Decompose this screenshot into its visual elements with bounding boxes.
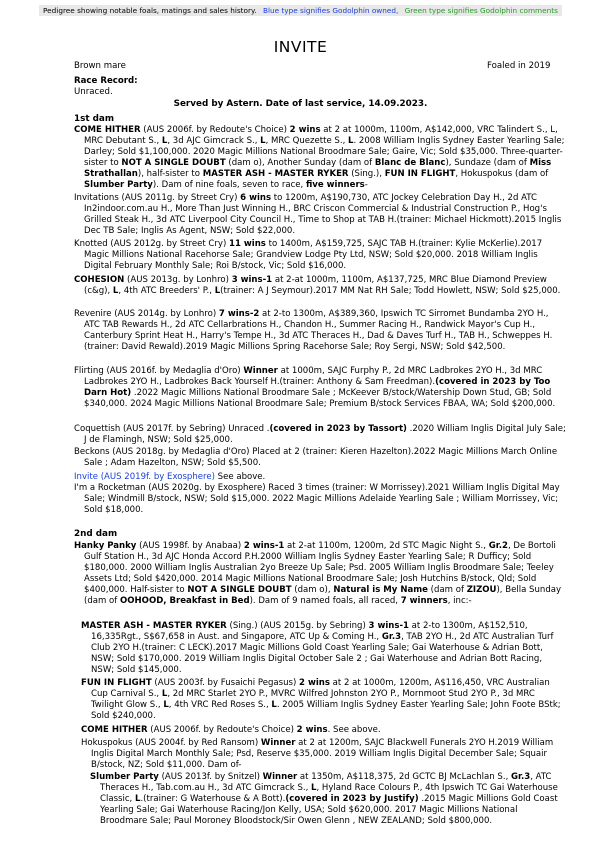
entry-coquettish [74,424,566,446]
entry-text: to 1400m, A$159,725, SAJC TAB H.(trainer: Kylie McKerlie).2017 Magic Millions National Racehorse Sale; Grandview Lodge Pty Ltd, NSW; Sold $20,000. 2018 William Inglis Digital February Monthly Sale; Roi B/stock, Vic; Sold $16,000. [84,239,543,272]
entry-text: at 2-at 1000m, 1100m, A$137,725, MRC Blue Diamond Preview (c&g), [84,275,547,297]
entry-text: (covered in 2023 by Tassort) [269,424,407,434]
entry-hanky-panky [74,541,566,608]
entry-text: (AUS 2013f. by Snitzel) [158,772,263,782]
entry-text: 3 wins-1 [368,621,409,631]
entry-text: NOT A SINGLE DOUBT [121,158,226,169]
entry-fun-in-flight [81,678,566,722]
entry-text: Gr.3 [381,632,402,643]
entry-text: 3 wins-1 [231,275,273,285]
entry-im-a-rocketman [74,483,566,516]
entry-invite [74,472,566,483]
entry-hokuspokus [81,738,566,771]
legend-banner [0,6,601,16]
entry-text: Hanky Panky [74,541,137,551]
entry-text: , 4th VRC Red Roses S., [168,700,272,711]
entry-text: to 1200m, A$190,730, ATC Jockey Celebration Day H., 2d ATC In2indoor.com.au H., More Than Just Winning H., BRC Criscon Commercial & Industrial Construction P., Hog's Grilled Steak H., 3d ATC Liverpool City Council H., Time to Shop at TAB H.(trainer: Michael Hickmott).2015 Inglis Dec TB Sale; Inglis As Agent, NSW; Sold $22,000. [84,193,562,237]
entry-text: ), Bella Sunday (dam of [84,585,562,607]
entry-text: 7 wins-2 [218,309,260,319]
entry-text: See above. [214,472,266,482]
entry-knotted [74,239,566,272]
entry-text: Revenire (AUS 2014g. by Lonhro) [74,309,219,319]
horse-name: INVITE [273,38,328,56]
entry-text: (dam of [427,585,467,596]
race-record-value: Unraced. [74,87,113,97]
legend-blue: Blue type signifies Godolphin owned, [262,6,399,15]
entry-text: ). Dam of nine foals, seven to race, [152,180,306,191]
entry-text: . See above. [327,725,381,735]
entry-text: 2 wins [299,678,330,688]
entry-text: , 3d AJC Gimcrack S., [167,136,261,147]
entry-text: OOHOOD, Breakfast in Bed [120,596,250,607]
entry-text: L [311,783,317,794]
entry-text: (Sing.), [348,169,385,180]
entry-text: , Hokuspokus (dam of [455,169,549,180]
entry-flirting [74,366,566,410]
entry-text: (AUS 2006f. by Redoute's Choice) [147,725,297,735]
entry-text: Gr.3 [511,772,531,782]
entry-text: 7 winners [400,596,448,607]
entry-master-ash [81,621,566,676]
service-info: Served by Astern. Date of last service, 14.09.2023. [173,99,428,109]
entry-text: Winner [262,772,298,782]
entry-text: 2 wins [289,125,321,135]
entry-text: at 2 at 1200m, SAJC Blackwell Funerals 2YO H.2019 William Inglis Digital March Monthly Sale; Psd, Reserve $35,000. 2019 William Inglis Digital December Sale; Squair B/stock, NZ; Sold $11,000. Dam of- [91,738,554,771]
entry-text: at 2 at 1000m, 1200m, A$116,450, VRC Australian Cup Carnival S., [91,678,550,700]
entry-text: at 2-to 1300m, A$389,360, Ipswich TC Sirromet Bundamba 2YO H., ATC TAB Rewards H., 2d ATC Cellarbrations H., Chandon H., Summer Racing H., Randwick Mayor's Cup H., Canterbury Sprint Heat H., Harry's Tempe H., 3d ATC Theraces H., Dad & Daves Turf H., TAB H., Schweppes H.(trainer: David Rewald).2019 Magic Millions Spring Racehorse Sale; Roy Sergi, NSW; Sold $42,500. [84,309,553,353]
entry-text: .(trainer: G Waterhouse & A Bott). [140,794,286,805]
entry-text: Coquettish (AUS 2017f. by Sebring) Unraced . [74,424,270,434]
entry-text: Knotted (AUS 2012g. by Street Cry) [74,239,230,249]
entry-text: , ATC Theraces H., Tab.com.au H., 3d ATC Gimcrack S., [100,772,552,794]
entry-text: at 1350m, A$118,375, 2d GCTC BJ McLachlan S., [297,772,511,782]
entry-text: (AUS 2003f. by Fusaichi Pegasus) [151,678,300,688]
entry-text: L [260,136,266,147]
entry-text: Flirting (AUS 2016f. by Medaglia d'Oro) [74,366,244,376]
entry-text: , De Bortoli Gulf Station H., 3d AJC Honda Accord P.H.2000 William Inglis Sydney Easter Yearling Sale; R Dufficy; Sold $180,000. 2000 William Inglis Australian 2yo Breeze Up Sale; Psd. 2005 William Inglis Broodmare Sale; Teeley Assets Ltd; Sold $420,000. 2014 Magic Millions National Broodmare Sale; Josh Hutchins B/stock, Qld; Sold $400,000. Half-sister to [84,541,556,596]
entry-come-hither-repeat [81,725,566,736]
race-record-label: Race Record: [74,76,138,86]
entry-beckons [74,447,566,469]
entry-text: L [271,700,277,711]
entry-text: ). Dam of 9 named foals, all raced, [249,596,401,607]
entry-text: (trainer: A J Seymour).2017 MM Nat RH Sale; Todd Howlett, NSW; Sold $25,000. [220,286,561,297]
entry-text: (AUS 2006f. by Redoute's Choice) [140,125,290,135]
entry-text: COME HITHER [74,125,141,135]
entry-text: (dam o), Another Sunday (dam of [225,158,375,169]
horse-description: Brown mare [74,61,126,71]
entry-text: Miss Strathallan [84,158,552,180]
entry-text: ZIZOU [466,585,497,596]
entry-text: , Hyland Race Colours P., 4th Ipswich TC Gai Waterhouse Classic, [100,783,558,805]
entry-text: COHESION [74,275,125,285]
entry-text: , 4th ATC Breeders' P., [118,286,215,297]
entry-text: , 2d MRC Starlet 2YO P., MVRC Wilfred Johnston 2YO P., Mornmoot Stud 2YO P., 3d MRC Twilight Glow S., [91,689,535,711]
entry-text: (dam o), [291,585,334,596]
entry-invitations [74,193,566,237]
entry-text: Beckons (AUS 2018g. by Medaglia d'Oro) Placed at 2 (trainer: Kieren Hazelton).2022 Magic Millions March Online Sale ; Adam Hazelton, NSW; Sold $5,500. [74,447,558,469]
entry-text: FUN IN FLIGHT [81,678,152,688]
entry-text: , TAB 2YO H., 2d ATC Australian Turf Club 2YO H.(trainer: C LECK).2017 Magic Millions Gold Coast Yearling Sale; Gai Waterhouse & Adrian Bott, NSW; Sold $170,000. 2019 William Inglis Digital October Sale 2 ; Gai Waterhouse and Adrian Bott Racing, NSW; Sold $145,000. [91,632,554,676]
entry-text: (covered in 2023 by Too Darn Hot) [84,377,551,399]
entry-text: COME HITHER [81,725,148,735]
entry-text: Slumber Party [84,180,153,191]
entry-text: - [364,180,368,191]
entry-text: (covered in 2023 by Justify) [285,794,419,805]
entry-text: MASTER ASH - MASTER RYKER [81,621,227,631]
entry-text: MASTER ASH - MASTER RYKER [202,169,349,180]
entry-text: at 2-at 1100m, 1200m, 2d STC Magic Night S., [284,541,489,551]
foaled-year: Foaled in 2019 [487,61,551,71]
entry-text: (Sing.) (AUS 2015g. by Sebring) [226,621,369,631]
legend-green: Green type signifies Godolphin comments [404,6,558,15]
entry-text: at 2-to 1300m, A$152,510, 16,335Rgt., S$67,658 in Aust. and Singapore, ATC Up & Coming H., [91,621,528,643]
entry-text: five winners [305,180,365,191]
entry-revenire [74,309,566,353]
entry-text: L [161,136,168,147]
entry-text: . 2005 William Inglis Sydney Easter Yearling Sale; John Foote BStk; Sold $240,000. [91,700,561,722]
entry-text: Natural is My Name [333,585,428,596]
entry-slumber-party [90,772,566,827]
entry-text: , MRC Quezette S., [265,136,348,147]
entry-text: L [214,286,221,297]
entry-text: L [135,794,141,805]
entry-text: , inc:- [447,596,472,607]
entry-text: ), half-sister to [137,169,203,180]
entry-text: 11 wins [229,239,266,249]
entry-text: at 1000m, SAJC Furphy P., 2d MRC Ladbrokes 2YO H., 3d MRC Ladbrokes 2YO H., Ladbrokes Back Yourself H.(trainer: Anthony & Sam Freedman). [84,366,543,388]
entry-text: L [163,700,169,711]
entry-text: .2020 William Inglis Digital July Sale; J de Flamingh, NSW; Sold $25,000. [84,424,566,446]
entry-text: at 2 at 1000m, 1100m, A$142,000, VRC Talindert S., L, MRC Debutant S., [84,125,558,147]
second-dam-heading: 2nd dam [74,529,118,539]
legend-note: Pedigree showing notable foals, matings and sales history. [43,6,257,15]
entry-text: L [161,689,168,700]
entry-text: Invitations (AUS 2011g. by Street Cry) [74,193,241,203]
entry-text: Hokuspokus (AUS 2004f. by Red Ransom) [81,738,261,748]
entry-text: .2022 Magic Millions National Broodmare Sale ; McKeever B/stock/Watership Down Stud, GB; Sold $340,000. 2024 Magic Millions National Broodmare Sale; Premium B/stock Services FBAA, WA; Sold $200,000. [84,388,556,410]
entry-text: NOT A SINGLE DOUBT [187,585,292,596]
entry-text: Slumber Party [90,772,159,782]
entry-text: Blanc de Blanc [374,158,446,169]
entry-text: FUN IN FLIGHT [384,169,456,180]
first-dam-heading: 1st dam [74,114,115,124]
entry-text: I'm a Rocketman (AUS 2020g. by Exosphere) Raced 3 times (trainer: W Morrissey).2021 William Inglis Digital May Sale; Windmill B/stock, NSW; Sold $15,000. 2022 Magic Millions Adelaide Yearling Sale ; William Morrissey, Vic; Sold $18,000. [74,483,560,516]
entry-text: Winner [243,366,278,376]
entry-text: 6 wins [240,193,272,203]
entry-text: L [112,286,119,297]
entry-text: 2 wins-1 [243,541,285,551]
entry-come-hither [74,125,566,192]
entry-text: .2015 Magic Millions Gold Coast Yearling Sale; Gai Waterhouse Racing/Jon Kelly, USA; Sold $620,000. 2017 Magic Millions National Broodmare Sale; Paul Moroney Bloodstock/Sir Owen Glenn , NEW ZEALAND; Sold $800,000. [100,794,558,827]
entry-text: (AUS 1998f. by Anabaa) [136,541,244,551]
entry-text: . 2008 William Inglis Sydney Easter Yearling Sale; Darley; Sold $1,100,000. 2020 Magic Millions National Broodmare Sale; Gaire, Vic; Sold $35,000. Three-quarter-sister to [84,136,565,169]
entry-text: Winner [260,738,296,748]
entry-text: (AUS 2013g. by Lonhro) [124,275,232,285]
entry-text: L [348,136,354,147]
entry-text: Gr.2 [488,541,508,551]
entry-cohesion [74,275,566,297]
entry-text: Invite (AUS 2019f. by Exosphere) [74,472,215,482]
entry-text: ), Sundaze (dam of [445,158,530,169]
entry-text: 2 wins [296,725,328,735]
